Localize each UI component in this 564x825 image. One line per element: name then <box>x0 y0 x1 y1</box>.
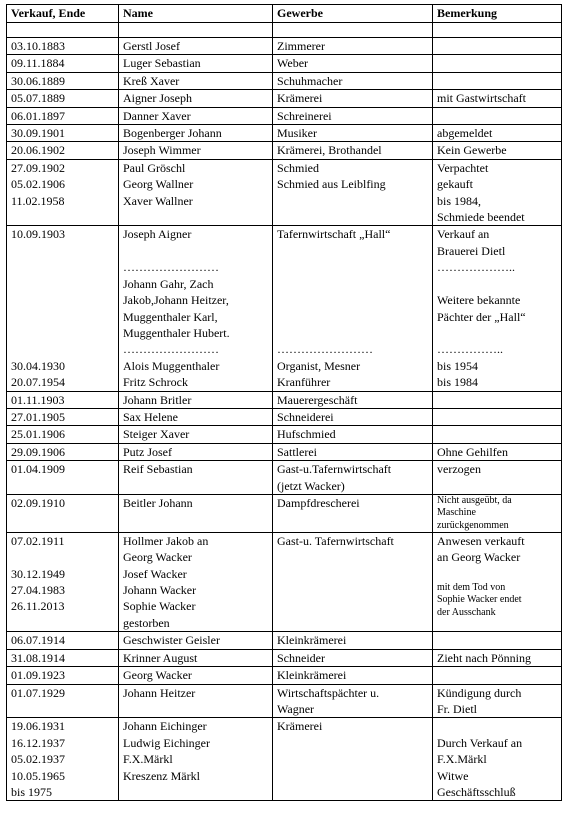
cell-trade <box>273 532 433 631</box>
cell-line: 03.10.1883 <box>11 39 65 53</box>
cell-line: Johann Eichinger <box>123 719 207 734</box>
cell-line <box>437 38 561 54</box>
cell-date <box>7 72 119 89</box>
table-row <box>7 426 562 443</box>
cell-name <box>119 408 273 425</box>
cell-date <box>7 718 119 801</box>
cell-date <box>7 38 119 55</box>
cell-line: 19.06.1931 <box>11 719 65 734</box>
cell-line: Hufschmied <box>277 427 336 442</box>
cell-trade <box>273 718 433 801</box>
cell-date <box>7 125 119 142</box>
cell-trade <box>273 632 433 649</box>
cell-trade <box>273 125 433 142</box>
cell-date <box>7 461 119 495</box>
cell-line: 20.07.1954 <box>11 375 65 390</box>
cell-line <box>277 193 432 209</box>
cell-trade <box>273 226 433 391</box>
cell-name <box>119 72 273 89</box>
cell-note <box>433 142 562 159</box>
cell-line: Kündigung durch <box>437 685 522 700</box>
cell-line: gestorben <box>123 615 170 630</box>
cell-name <box>119 107 273 124</box>
cell-date <box>7 90 119 107</box>
cell-line: Putz Josef <box>123 444 172 459</box>
cell-line: 01.11.1903 <box>11 392 65 407</box>
cell-note <box>433 226 562 391</box>
cell-line: Schmied <box>277 160 319 175</box>
cell-line: …………….. <box>437 342 503 357</box>
cell-line: 27.04.1983 <box>11 583 65 598</box>
cell-trade <box>273 142 433 159</box>
cell-line: Schneider <box>277 650 325 665</box>
cell-line: Georg Wallner <box>123 177 194 192</box>
cell-line: Verpachtet <box>437 160 489 175</box>
cell-note <box>433 125 562 142</box>
cell-line: Bogenberger Johann <box>123 126 222 141</box>
register-table <box>6 4 562 801</box>
cell-line-small: Sophie Wacker endet <box>437 594 522 606</box>
cell-note <box>433 649 562 666</box>
cell-line <box>277 276 432 292</box>
cell-line: F.X.Märkl <box>123 752 173 767</box>
cell-trade <box>273 55 433 72</box>
cell-line <box>277 209 432 225</box>
cell-line: Ludwig Eichinger <box>123 735 210 750</box>
table-row <box>7 55 562 72</box>
cell-line: Geschwister Geisler <box>123 633 220 648</box>
cell-date <box>7 667 119 684</box>
cell-line: Krinner August <box>123 650 198 665</box>
cell-line: (jetzt Wacker) <box>277 478 345 493</box>
cell-line: 25.01.1906 <box>11 427 65 442</box>
cell-line: bis 1984, <box>437 193 482 208</box>
cell-line: Luger Sebastian <box>123 56 201 71</box>
cell-line-small: Nicht ausgeübt, da <box>437 494 512 506</box>
cell-date <box>7 55 119 72</box>
cell-note <box>433 391 562 408</box>
cell-line <box>437 718 561 734</box>
cell-line <box>11 615 118 631</box>
table-row <box>7 159 562 226</box>
cell-line <box>437 55 561 71</box>
cell-trade <box>273 107 433 124</box>
cell-line: Johann Heitzer <box>123 685 196 700</box>
cell-line: 20.06.1902 <box>11 143 65 158</box>
cell-note <box>433 408 562 425</box>
cell-date <box>7 426 119 443</box>
cell-line: Brauerei Dietl <box>437 243 506 258</box>
cell-note <box>433 443 562 460</box>
cell-line: Sax Helene <box>123 409 178 424</box>
cell-line <box>437 108 561 124</box>
cell-line <box>277 243 432 259</box>
cell-line <box>11 209 118 225</box>
cell-name <box>119 461 273 495</box>
cell-name <box>119 718 273 801</box>
cell-trade <box>273 684 433 718</box>
note-small-text <box>437 582 561 619</box>
cell-date <box>7 532 119 631</box>
cell-line: abgemeldet <box>437 126 493 141</box>
cell-name <box>119 426 273 443</box>
cell-line: Ohne Gehilfen <box>437 444 508 459</box>
cell-line: Johann Gahr, Zach <box>123 276 214 291</box>
cell-line <box>277 292 432 308</box>
cell-line: 05.02.1937 <box>11 752 65 767</box>
cell-name <box>119 632 273 649</box>
cell-line: …………………… <box>123 342 219 357</box>
cell-line <box>437 276 561 292</box>
cell-line <box>437 392 561 408</box>
cell-name <box>119 443 273 460</box>
cell-line <box>11 276 118 292</box>
cell-line <box>11 325 118 341</box>
cell-line: Xaver Wallner <box>123 193 193 208</box>
cell-line: Danner Xaver <box>123 108 191 123</box>
cell-name <box>119 38 273 55</box>
cell-line: Zimmerer <box>277 39 325 53</box>
cell-line: Aigner Joseph <box>123 91 192 106</box>
header-date: Verkauf, Ende <box>7 5 119 23</box>
cell-note <box>433 667 562 684</box>
cell-line <box>11 341 118 357</box>
table-row <box>7 494 562 532</box>
cell-line: 29.09.1906 <box>11 444 65 459</box>
cell-note <box>433 426 562 443</box>
cell-line: 10.09.1903 <box>11 227 65 242</box>
cell-line: Weber <box>277 56 309 71</box>
cell-trade <box>273 408 433 425</box>
cell-line: Beitler Johann <box>123 495 193 510</box>
cell-line: 09.11.1884 <box>11 56 65 71</box>
cell-line: Muggenthaler Hubert. <box>123 325 230 340</box>
table-row <box>7 125 562 142</box>
header-name: Name <box>119 5 273 23</box>
cell-note <box>433 38 562 55</box>
cell-name <box>119 142 273 159</box>
cell-line: Wagner <box>277 701 315 716</box>
cell-name <box>119 494 273 532</box>
cell-line: 01.09.1923 <box>11 668 65 683</box>
cell-line: Schmiede beendet <box>437 210 525 225</box>
cell-line: Durch Verkauf an <box>437 735 523 750</box>
cell-note <box>433 107 562 124</box>
cell-trade <box>273 159 433 226</box>
cell-line: 16.12.1937 <box>11 735 65 750</box>
cell-date <box>7 142 119 159</box>
cell-line <box>11 292 118 308</box>
table-row <box>7 90 562 107</box>
table-row <box>7 684 562 718</box>
cell-line: Kleinkrämerei <box>277 668 347 683</box>
cell-name <box>119 532 273 631</box>
cell-line: Kreszenz Märkl <box>123 768 200 783</box>
cell-line-small: Maschine <box>437 507 476 519</box>
cell-note <box>433 159 562 226</box>
cell-line: Joseph Wimmer <box>123 143 201 158</box>
cell-trade <box>273 426 433 443</box>
cell-date <box>7 684 119 718</box>
cell-trade <box>273 667 433 684</box>
cell-line <box>11 259 118 275</box>
cell-line: 30.12.1949 <box>11 566 65 581</box>
cell-line: Josef Wacker <box>123 566 187 581</box>
cell-line <box>437 325 561 341</box>
cell-trade <box>273 649 433 666</box>
cell-line: Alois Muggenthaler <box>123 358 220 373</box>
cell-line: Paul Gröschl <box>123 160 186 175</box>
cell-line <box>437 409 561 425</box>
cell-line: bis 1954 <box>437 358 479 373</box>
cell-line <box>123 209 272 225</box>
cell-line: verzogen <box>437 462 481 477</box>
table-row <box>7 38 562 55</box>
cell-line: mit Gastwirtschaft <box>437 91 526 106</box>
cell-line: Georg Wacker <box>123 550 192 565</box>
cell-trade <box>273 494 433 532</box>
cell-note <box>433 718 562 801</box>
cell-line: 05.07.1889 <box>11 91 65 106</box>
cell-trade <box>273 443 433 460</box>
cell-line: Schuhmacher <box>277 73 343 88</box>
cell-line: 11.02.1958 <box>11 193 65 208</box>
cell-line: Fr. Dietl <box>437 701 478 716</box>
cell-name <box>119 125 273 142</box>
cell-line: Schmied aus Leiblfing <box>277 177 386 192</box>
note-small-text <box>437 495 561 532</box>
cell-line: an Georg Wacker <box>437 550 521 565</box>
cell-trade <box>273 90 433 107</box>
cell-line: Organist, Mesner <box>277 358 361 373</box>
table-row <box>7 391 562 408</box>
cell-line: 30.04.1930 <box>11 358 65 373</box>
cell-note <box>433 90 562 107</box>
cell-line <box>277 309 432 325</box>
cell-line: Musiker <box>277 126 317 141</box>
cell-note <box>433 494 562 532</box>
cell-line <box>437 632 561 648</box>
table-row <box>7 532 562 631</box>
cell-date <box>7 649 119 666</box>
cell-line: 01.07.1929 <box>11 685 65 700</box>
cell-line: Gerstl Josef <box>123 39 180 53</box>
table-row <box>7 649 562 666</box>
cell-line: Pächter der „Hall“ <box>437 309 526 324</box>
cell-line <box>123 784 272 800</box>
cell-date <box>7 494 119 532</box>
cell-note <box>433 72 562 89</box>
cell-line: Anwesen verkauft <box>437 533 525 548</box>
cell-line-small: zurückgenommen <box>437 519 509 531</box>
cell-trade <box>273 461 433 495</box>
cell-line <box>437 667 561 683</box>
cell-line: Gast-u. Tafernwirtschaft <box>277 533 394 548</box>
cell-name <box>119 667 273 684</box>
cell-line: 30.06.1889 <box>11 73 65 88</box>
cell-line: 31.08.1914 <box>11 650 65 665</box>
cell-line <box>437 426 561 442</box>
cell-line: 27.01.1905 <box>11 409 65 424</box>
cell-line <box>277 259 432 275</box>
cell-line: Fritz Schrock <box>123 375 188 390</box>
cell-line: Jakob,Johann Heitzer, <box>123 293 229 308</box>
cell-line: 06.07.1914 <box>11 633 65 648</box>
cell-line: Geschäftsschluß <box>437 784 516 799</box>
cell-name <box>119 55 273 72</box>
table-row <box>7 72 562 89</box>
cell-date <box>7 408 119 425</box>
cell-note <box>433 684 562 718</box>
cell-line-small: der Ausschank <box>437 606 496 618</box>
cell-line: Steiger Xaver <box>123 427 190 442</box>
cell-line: Mauerergeschäft <box>277 392 358 407</box>
cell-line <box>123 243 272 259</box>
cell-line: Johann Wacker <box>123 583 197 598</box>
cell-line: Zieht nach Pönning <box>437 650 531 665</box>
cell-line: 02.09.1910 <box>11 495 65 510</box>
table-row <box>7 107 562 124</box>
cell-name <box>119 90 273 107</box>
table-row <box>7 632 562 649</box>
cell-line: Kreß Xaver <box>123 73 180 88</box>
cell-line: Witwe <box>437 768 469 783</box>
cell-line: Kleinkrämerei <box>277 633 347 648</box>
cell-line: Kein Gewerbe <box>437 143 507 158</box>
cell-line: Wirtschaftspächter u. <box>277 685 380 700</box>
cell-date <box>7 226 119 391</box>
table-row <box>7 226 562 391</box>
cell-trade <box>273 391 433 408</box>
spacer-row <box>7 23 562 38</box>
cell-line: Schneiderei <box>277 409 334 424</box>
cell-note <box>433 461 562 495</box>
cell-name <box>119 684 273 718</box>
table-row <box>7 461 562 495</box>
cell-date <box>7 159 119 226</box>
header-row <box>7 5 562 23</box>
cell-line: 05.02.1906 <box>11 177 65 192</box>
table-row <box>7 718 562 801</box>
cell-line: ……………….. <box>437 260 515 275</box>
cell-line: 26.11.2013 <box>11 599 65 614</box>
cell-line: 27.09.1902 <box>11 160 65 175</box>
cell-line: bis 1984 <box>437 375 479 390</box>
cell-name <box>119 649 273 666</box>
cell-line: Krämerei <box>277 719 323 734</box>
table-row <box>7 443 562 460</box>
cell-line: Verkauf an <box>437 227 490 242</box>
cell-line <box>11 309 118 325</box>
cell-line: Krämerei <box>277 91 323 106</box>
table-row <box>7 667 562 684</box>
cell-line: 01.04.1909 <box>11 462 65 477</box>
cell-line <box>437 566 561 582</box>
cell-line <box>277 325 432 341</box>
cell-line: Sattlerei <box>277 444 317 459</box>
cell-line: …………………… <box>277 342 373 357</box>
register-body <box>7 23 562 801</box>
header-note: Bemerkung <box>433 5 562 23</box>
cell-line: Schreinerei <box>277 108 332 123</box>
cell-line <box>11 549 118 565</box>
cell-date <box>7 443 119 460</box>
cell-line: 07.02.1911 <box>11 533 65 548</box>
cell-line: bis 1975 <box>11 784 53 799</box>
cell-line: Dampfdrescherei <box>277 495 360 510</box>
cell-note <box>433 532 562 631</box>
cell-line <box>11 243 118 259</box>
cell-line: Kranführer <box>277 375 331 390</box>
cell-line: F.X.Märkl <box>437 752 487 767</box>
cell-line: 10.05.1965 <box>11 768 65 783</box>
cell-line: Hollmer Jakob an <box>123 533 209 548</box>
cell-line: Georg Wacker <box>123 668 192 683</box>
cell-date <box>7 632 119 649</box>
cell-line: Muggenthaler Karl, <box>123 309 218 324</box>
cell-line: 30.09.1901 <box>11 126 65 141</box>
cell-line: Krämerei, Brothandel <box>277 143 382 158</box>
cell-date <box>7 391 119 408</box>
cell-line: Weitere bekannte <box>437 293 521 308</box>
header-trade: Gewerbe <box>273 5 433 23</box>
cell-line <box>437 73 561 89</box>
cell-line: Joseph Aigner <box>123 227 192 242</box>
cell-line-small: mit dem Tod von <box>437 582 506 594</box>
cell-note <box>433 55 562 72</box>
table-row <box>7 408 562 425</box>
cell-note <box>433 632 562 649</box>
cell-line: Tafernwirtschaft „Hall“ <box>277 227 391 242</box>
cell-line: Gast-u.Tafernwirtschaft <box>277 462 392 477</box>
cell-name <box>119 391 273 408</box>
cell-name <box>119 159 273 226</box>
cell-trade <box>273 38 433 55</box>
table-row <box>7 142 562 159</box>
cell-line: 06.01.1897 <box>11 108 65 123</box>
cell-name <box>119 226 273 391</box>
cell-line: gekauft <box>437 177 473 192</box>
cell-line: Reif Sebastian <box>123 462 193 477</box>
cell-line: Johann Britler <box>123 392 192 407</box>
cell-date <box>7 107 119 124</box>
cell-trade <box>273 72 433 89</box>
cell-line: Sophie Wacker <box>123 599 196 614</box>
cell-line: …………………… <box>123 260 219 275</box>
